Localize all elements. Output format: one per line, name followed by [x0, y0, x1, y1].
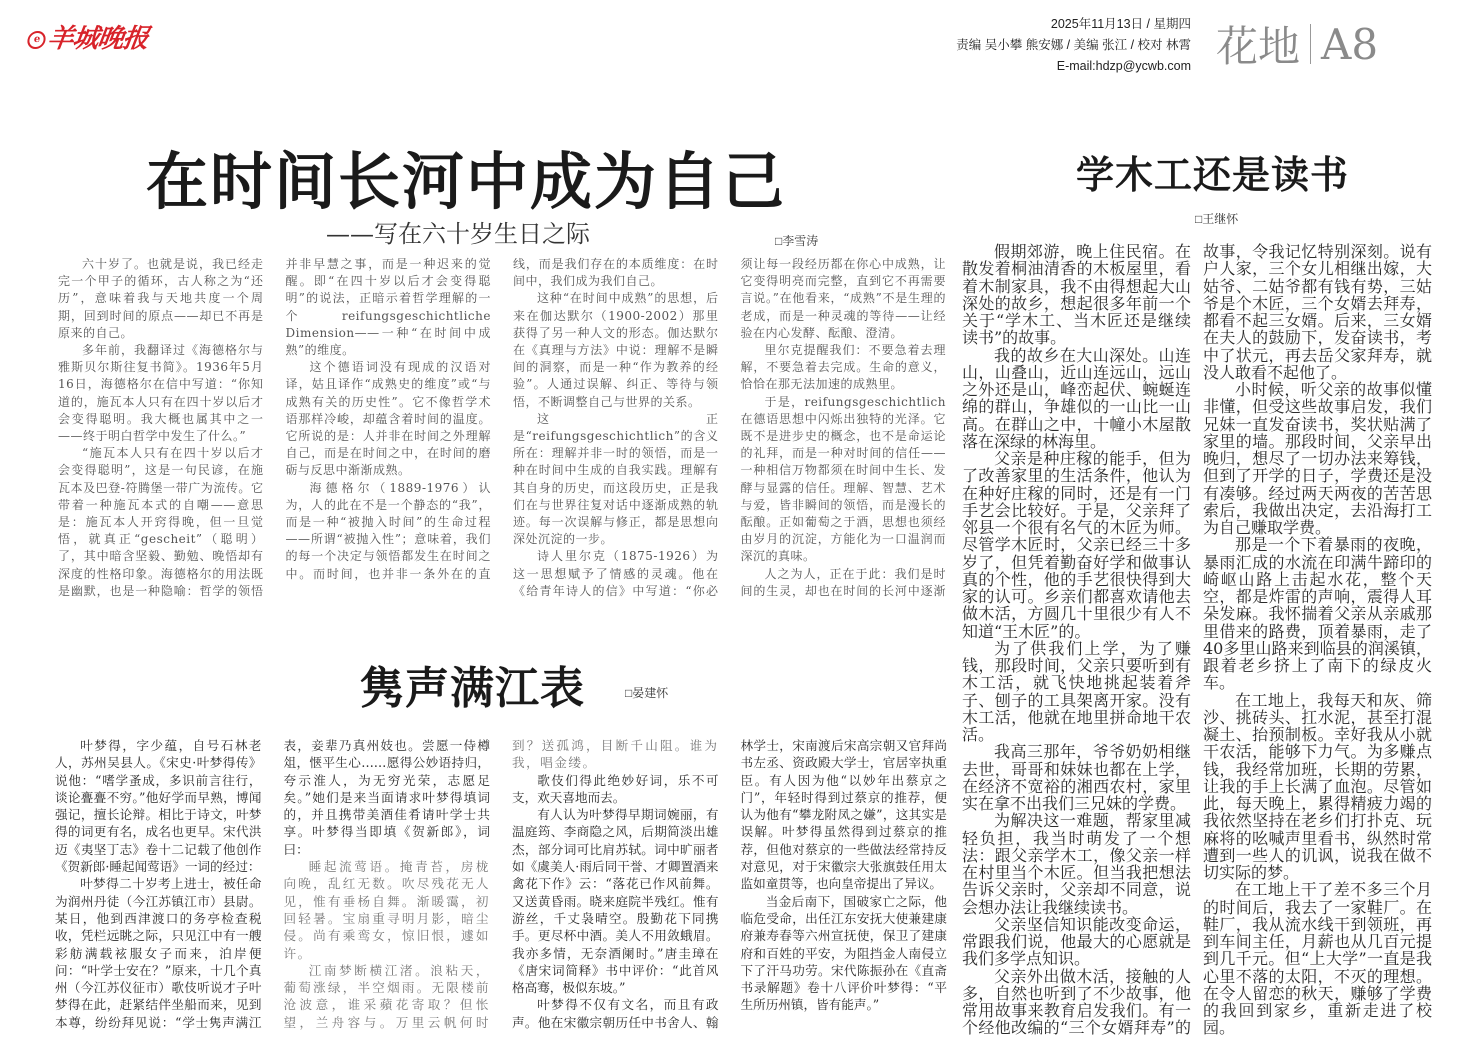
paragraph: 这正是“reifungsgeschichtlich”的含义所在：理解并非一时的领悟，而是一种在时间中生成的自我实践。理解有其自身的历史，而这段历史，正是我们在与世界往复对话中逐渐成熟的轨迹。每一次误解与修正，都是思想向深处沉淀的一步。: [513, 411, 719, 547]
logo-mark: e: [26, 31, 47, 49]
section-name: 花地: [1216, 22, 1301, 71]
paragraph: 当金后南下，国破家亡之际，他临危受命，出任江东安抚大使兼建康府兼寿春等六州宣抚使，保卫了建康府和百姓的平安，为阻挡金人南侵立下了汗马功劳。宋代陈振孙在《直斋书录解题》卷十八评价叶梦得：“平生所历州镇，皆有能声。”: [740, 893, 947, 1013]
contact-email: E-mail:hdzp@ycwb.com: [1056, 59, 1191, 73]
paragraph: 我高三那年，爷爷奶奶相继去世，哥哥和妹妹也都在上学，在经济不宽裕的湘西农村，家里实在拿不出我们三兄妹的学费。: [962, 742, 1191, 813]
article-subtitle: ——写在六十岁生日之际: [326, 220, 590, 248]
paragraph: 诗人里尔克（1875-1926）为这一思想赋予了情感的灵魂。他在《给青年诗人的信》中写道：“你必须让每一段经历都在你心中成熟，让它变得明亮而完整，直到它不再需要言说。”在他看来，“成熟”不是生理的老成，而是一种灵魂的等待——让经验在内心发酵、酝酿、澄清。: [513, 257, 946, 598]
paragraph: 这个德语词没有现成的汉语对译，姑且译作“成熟史的维度”或“与成熟有关的历史性”。它不像哲学术语那样冷峻，却蕴含着时间的温度。它所说的是：人并非在时间之外理解自己，而是在时间之中，在时间的磨砺与反思中渐渐成熟。: [285, 360, 491, 478]
page-number: A8: [1321, 19, 1379, 69]
paragraph: 有人认为叶梦得早期词婉丽，有温庭筠、李商隐之风，后期简淡出雄杰，部分词可比肩苏轼。词中旷丽者如《虞美人·雨后同干誉、才卿置酒来禽花下作》云：“落花已作风前舞。又送黄昏雨。晓来庭院半残红。惟有游丝，千丈袅晴空。殷勤花下同携手。更尽杯中酒。美人不用敛蛾眉。我亦多情，无奈酒阑时。”唐圭璋在《唐宋词简释》书中评价：“此首风格高骞，极似东坡。”: [512, 807, 719, 996]
paragraph: 于是，reifungsgeschichtlich在德语思想中闪烁出独特的光泽。它既不是进步史的概念，也不是命运论的礼拜，而是一种对时间的信任——一种相信万物都须在时间中生长、发酵与显露的信任。理解、智慧、艺术与爱，皆非瞬间的领悟，而是漫长的酝酿。正如葡萄之于酒，思想也须经由岁月的沉淀，方能化为一口温润而深沉的真味。: [740, 394, 946, 564]
article-title: 学木工还是读书: [1076, 152, 1350, 197]
article-body: [55, 737, 947, 1037]
verse-stanza: 江南梦断横江渚。浪粘天，葡萄涨绿，半空烟雨。无限楼前沧波意，谁采蘋花寄取？但怅望，兰舟容与。万里云帆何时到？送孤鸿，目断千山阻。谁为我，唱金缕。: [283, 738, 719, 1030]
paragraph: 里尔克提醒我们：不要急着去理解，不要急着去完成。生命的意义，恰恰在那无法加速的成熟里。: [740, 343, 946, 392]
paragraph: 海德格尔（1889-1976）认为，人的此在不是一个静态的“我”，而是一种“被抛入时间”的生命过程——所谓“被抛入性”；意味着，我们的每一个决定与领悟都发生在时间之中。而时间，也并非一条外在的直线，而是我们存在的本质维度：在时间中，我们成为我们自己。: [285, 257, 719, 581]
verse-stanza: 睡起流莺语。掩青苔，房栊向晚，乱红无数。吹尽残花无人见，惟有垂杨自舞。渐暖霭，初回轻暑。宝扇重寻明月影，暗尘侵。尚有乘鸾女，惊旧恨，遽如许。: [283, 859, 490, 961]
paragraph: 人之为人，正在于此：我们是时间的生灵，却也在时间的长河中逐渐: [740, 566, 946, 598]
paragraph: 父亲是种庄稼的能手，但为了改善家里的生活条件，他认为在种好庄稼的同时，还是有一门手艺会比较好。于是，父亲拜了邻县一个很有名气的木匠为师。尽管学木匠时，父亲已经三十多岁了，但凭着勤奋好学和做事认真的个性，他的手艺很快得到大家的认可。乡亲们都喜欢请他去做木活，方圆几十里很少有人不知道“王木匠”的。: [962, 449, 1191, 641]
paragraph: 我的故乡在大山深处。山连山，山叠山，近山连远山，远山之外还是山，峰峦起伏、蜿蜒连绵的群山，争雄似的一山比一山高。在群山之中，十幢小木屋散落在深绿的林海里。: [962, 345, 1191, 451]
paragraph: 多年前，我翻译过《海德格尔与雅斯贝尔斯往复书简》。1936年5月16日，海德格尔在信中写道：“你知道的，施瓦本人只有在四十岁以后才会变得聪明。我大概也属其中之一——终于明白哲学中发生了什么。”: [58, 343, 264, 444]
paragraph: 叶梦得不仅有文名，而且有政声。他在宋徽宗朝历任中书舍人、翰林学士，宋南渡后宋高宗朝又官拜尚书左丞、资政殿大学士，官居宰执重臣。有人因为他“以妙年出蔡京之门”，年轻时得到过蔡京的推荐，便认为他有“攀龙附凤之嫌”，这其实是误解。叶梦得虽然得到过蔡京的推荐，但他对蔡京的一些做法经常持反对意见，对于宋徽宗大张旗鼓任用太监如童贯等，也向皇帝提出了异议。: [512, 738, 947, 1030]
article-byline: □晏建怀: [625, 686, 669, 700]
article-byline: □王继怀: [1195, 212, 1239, 226]
paragraph: 这种“在时间中成熟”的思想，后来在伽达默尔（1900-2002）那里获得了另一种人文的形态。伽达默尔在《真理与方法》中说：理解不是瞬间的洞察，而是一种“作为教养的经验”。人通过误解、纠正、等待与领悟，不断调整自己与世界的关系。: [513, 291, 719, 409]
issue-date: 2025年11月13日 / 星期四: [1050, 17, 1191, 31]
paragraph: 父亲外出做木活，接触的人多，自然也听到了不少故事，他常用故事来教育启发我们。有一个经他改编的“三个女婿拜寿”的故事，令我记忆特别深刻。说有户人家，三个女儿相继出嫁，大姑爷、二姑爷都有钱有势，三姑爷是个木匠，三个女婿去拜寿，都看不起三女婿。后来，三女婿在夫人的鼓励下，发奋读书，考中了状元，再去岳父家拜寿，就没人敢看不起他了。: [962, 243, 1432, 1038]
section-label: [1216, 14, 1378, 74]
paragraph: 在工地上，我每天和灰、筛沙、挑砖头、扛水泥，甚至打混凝土、抬预制板。幸好我从小就干农活，能够下力气。为多赚点钱，我经常加班，长期的劳累，让我的手上长满了血泡。尽管如此，每天晚上，累得精疲力竭的我依然坚持在老乡们打扑克、玩麻将的吆喊声里看书，纵然时常遭到一些人的讥讽，说我在做不切实际的梦。: [1203, 690, 1432, 882]
paragraph: 为了供我们上学，为了赚钱，那段时间，父亲只要听到有木工活，就飞快地挑起装着斧子、刨子的工具架离开家。没有木工活，他就在地里拼命地干农活。: [962, 638, 1191, 744]
article-body: [962, 243, 1432, 1038]
section-divider: [1310, 24, 1311, 64]
article-title: 隽声满江表: [360, 663, 585, 714]
article-body: [58, 256, 946, 601]
paragraph: “施瓦本人只有在四十岁以后才会变得聪明”，这是一句民谚，在施瓦本及巴登-符腾堡一带广为流传。它带着一种施瓦本式的自嘲——意思是：施瓦本人开窍得晚，但一旦觉悟，就真正“gescheit”（聪明）了，其中暗含坚毅、勤勉、晚悟却有深度的性格印象。海德格尔的用法既是幽默，也是一种隐喻：哲学的领悟并非早慧之事，而是一种迟来的觉醒。即“在四十岁以后才会变得聪明”的说法，正暗示着哲学理解的一个reifungsgeschichtliche Dimension——一种“在时间中成熟”的维度。: [58, 257, 491, 598]
paragraph: 为解决这一难题，帮家里减轻负担，我当时萌发了一个想法：跟父亲学木工，像父亲一样在村里当个木匠。但当我把想法告诉父亲时，父亲却不同意，说会想办法让我继续读书。: [962, 811, 1191, 917]
paragraph: 六十岁了。也就是说，我已经走完一个甲子的循环，古人称之为“还历”，意味着我与天地共度一个周期，回到时间的原点——却已不再是原来的自己。: [58, 257, 264, 340]
paragraph: 那是一个下着暴雨的夜晚，暴雨汇成的水流在印满牛蹄印的崎岖山路上击起水花，整个天空，都是炸雷的声响，震得人耳朵发麻。我怀揣着父亲从亲戚那里借来的路费，顶着暴雨，走了40多里山路来到临县的润溪镇，跟着老乡挤上了南下的绿皮火车。: [1203, 535, 1432, 693]
paragraph: 叶梦得，字少蕴，自号石林老人，苏州吴县人。《宋史·叶梦得传》说他：“嗜学蚤成，多识前言往行，谈论亹亹不穷。”他好学而早熟，博闻强记，擅长论辩。相比于诗文，叶梦得的词更有名，成名也更早。宋代洪迈《夷坚丁志》卷十二记载了他创作《贺新郎·睡起闻莺语》一词的经过：: [55, 738, 262, 875]
paragraph: 在工地上干了差不多三个月的时间后，我去了一家鞋厂。在鞋厂，我从流水线干到领班，再到车间主任，月薪也从几百元提到几千元。但“上大学”一直是我心里不落的太阳，不灭的理想。在令人留恋的秋天，赚够了学费的我回到家乡，重新走进了校园。: [1203, 880, 1432, 1038]
editors-credit: 责编 吴小攀 熊安娜 / 美编 张江 / 校对 林霄: [956, 38, 1191, 52]
paragraph: 歌伎们得此绝妙好词，乐不可支，欢天喜地而去。: [512, 772, 719, 805]
newspaper-logo: [25, 18, 150, 55]
paragraph: 叶梦得二十岁考上进士，被任命为润州丹徒（今江苏镇江市）县尉。某日，他到西津渡口的务亭检查税收，凭栏远眺之际，只见江中有一艘彩舫满载袨服女子而来，泊岸便问：“叶学士安在？”原来，十几个真州（今江苏仪征市）歌伎听说才子叶梦得在此，赶紧结伴坐船而来，见到本尊，纷纷拜见说：“学士隽声满江表，妾辈乃真州妓也。尝愿一侍樽俎，惬平生心……愿得公妙语持归，夸示淮人，为无穷光荣，志愿足矣。”她们是来当面请求叶梦得填词的，并且携带美酒佳肴请叶学士共享。叶梦得当即填《贺新郎》，词曰：: [55, 738, 490, 1030]
article-title: 在时间长河中成为自己: [146, 145, 787, 218]
article-byline: □李雪涛: [775, 234, 819, 248]
logo-text: 羊城晚报: [45, 24, 150, 54]
paragraph: 假期郊游，晚上住民宿。在散发着桐油清香的木板屋里，看着木制家具，我不由得想起大山深处的故乡，想起很多年前一个关于“学木工、当木匠还是继续读书”的故事。: [962, 243, 1191, 348]
paragraph: 父亲坚信知识能改变命运，常跟我们说，他最大的心愿就是我们多学点知识。: [962, 914, 1191, 969]
page-header-meta: [956, 14, 1191, 77]
paragraph: 小时候，听父亲的故事似懂非懂，但受这些故事启发，我们兄妹一直发奋读书，奖状贴满了家里的墙。那段时间，父亲早出晚归，想尽了一切办法来筹钱，但到了开学的日子，学费还是没有凑够。经过两天两夜的苦苦思索后，我做出决定，去沿海打工为自己赚取学费。: [1203, 380, 1432, 537]
